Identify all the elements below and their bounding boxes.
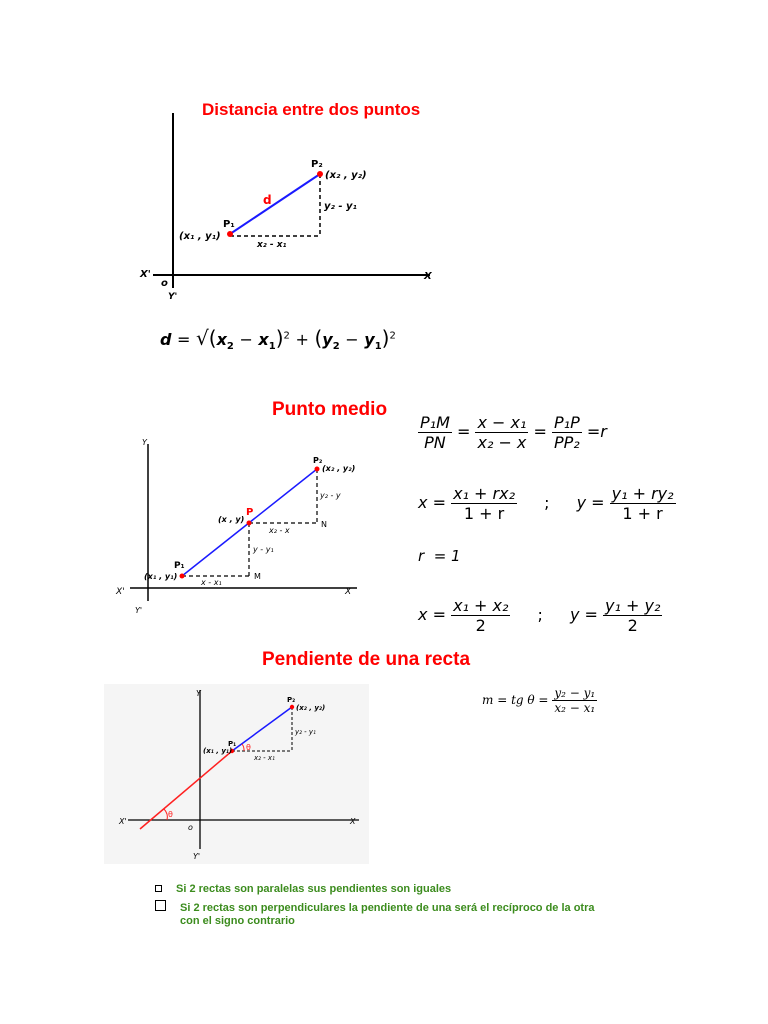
dy-label: y₂ - y₁ <box>324 201 357 212</box>
ratio-formula: $\frac{\text{P₁M}}{PN}$ = $\frac{\text{x − x₁}}{\text{x₂ − x}}$ = $\frac{\text{P₁P}}{\text{PP₂}}$ =r <box>420 413 607 452</box>
dy1-label: y - y₁ <box>253 545 274 554</box>
theta-label-2: θ <box>246 743 251 752</box>
yp-axis-label: Y' <box>135 606 143 615</box>
p2-label: P₂ <box>313 456 323 465</box>
dx-label: x₂ - x₁ <box>257 240 287 250</box>
p1-coords: (x₁ , y₁) <box>144 572 178 581</box>
m-label: M <box>254 572 261 581</box>
p1-coords: (x₁ , y₁) <box>203 747 233 755</box>
distance-figure <box>135 108 445 303</box>
theta-label: θ <box>168 810 173 819</box>
slope-formula: m = tg θ = $\frac{\text{y₂ − y₁}}{\text{x₂ − x₁}}$ <box>482 686 596 715</box>
bullet-parallel: Si 2 rectas son paralelas sus pendientes son iguales <box>155 883 451 895</box>
p2-coords: (x₂ , y₂) <box>325 170 367 181</box>
yp-axis-label: Y' <box>168 292 178 302</box>
dy2-label: y₂ - y <box>320 491 341 500</box>
p-coords: (x , y) <box>218 515 245 524</box>
x-axis-label: X <box>350 817 356 826</box>
midpoint-formula: x = $\frac{\text{x₁ + x₂}}{2}$ ; y = $\frac{\text{y₁ + y₂}}{2}$ <box>418 596 661 635</box>
d-label: d <box>263 193 272 207</box>
slope-title: Pendiente de una recta <box>262 649 471 670</box>
dy-label: y₂ - y₁ <box>295 728 316 736</box>
n-label: N <box>321 520 327 529</box>
dx2-label: x₂ - x <box>269 526 290 535</box>
bullet-perpendicular: Si 2 rectas son perpendiculares la pendiente de una será el recíproco de la otra <box>155 900 595 914</box>
x-axis-label: X <box>345 587 352 597</box>
x-axis-label: X <box>424 271 432 282</box>
p-label: P <box>246 507 254 518</box>
dx1-label: x - x₁ <box>201 578 222 587</box>
p2-coords: (x₂ , y₂) <box>322 464 356 473</box>
midpoint-title: Punto medio <box>272 399 388 420</box>
checkbox-icon <box>155 900 166 911</box>
xp-axis-label: X' <box>119 817 127 826</box>
origin-label: o <box>161 278 168 289</box>
slope-figure <box>104 684 369 864</box>
dx-label: x₂ - x₁ <box>254 754 275 762</box>
p1-coords: (x₁ , y₁) <box>179 231 221 242</box>
section-formula: x = $\frac{\text{x₁ + rx₂}}{1 + r}$ ; y = $\frac{\text{y₁ + ry₂}}{1 + r}$ <box>418 484 674 523</box>
midpoint-figure <box>112 436 374 614</box>
p2-label: P₂ <box>311 159 323 170</box>
y-axis-label: Y <box>142 438 147 447</box>
p2-coords: (x₂ , y₂) <box>296 704 326 712</box>
r-equals-one: r = 1 <box>418 547 461 565</box>
p1-label: P₁ <box>174 561 185 571</box>
distance-formula: $d = √(x_2 - x_1)^2 + (y_2 - y_1)^2$ <box>160 326 396 353</box>
xp-axis-label: X' <box>116 587 125 597</box>
bullet-perpendicular-cont: con el signo contrario <box>180 915 295 927</box>
origin-label: o <box>188 823 193 832</box>
checkbox-icon <box>155 885 162 892</box>
yp-axis-label: Y' <box>193 852 201 861</box>
y-axis-label: Y <box>196 689 201 698</box>
xp-axis-label: X' <box>140 269 151 280</box>
distance-title: Distancia entre dos puntos <box>202 100 421 119</box>
p1-label: P₁ <box>223 219 235 230</box>
p2-label: P₂ <box>287 696 296 704</box>
p1-label: P₁ <box>228 740 237 748</box>
